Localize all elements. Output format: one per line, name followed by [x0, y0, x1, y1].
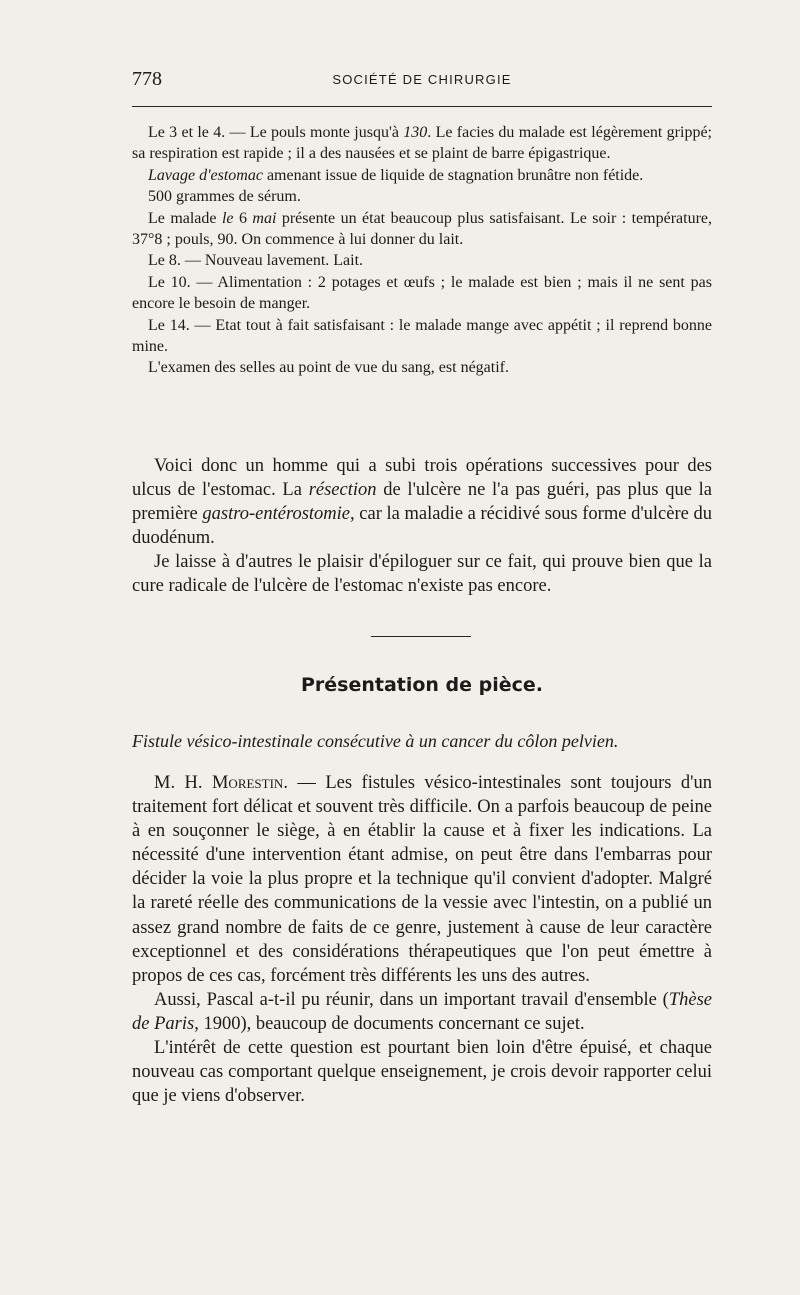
- author-prefix: M. H.: [154, 773, 212, 793]
- text-span-italic: Lavage d'estomac: [148, 166, 263, 184]
- text-span-italic: Thèse de Paris: [132, 989, 712, 1034]
- section-subtitle: Fistule vésico-intestinale consécutive à un cancer du côlon pelvien.: [132, 731, 619, 751]
- text-span: , 1900), beaucoup de documents concernant ce sujet.: [194, 1013, 585, 1034]
- running-title: SOCIÉTÉ DE CHIRURGIE: [332, 72, 512, 87]
- case-note-paragraph: 500 grammes de sérum.: [148, 188, 301, 206]
- case-note-paragraph: Le 14. — Etat tout à fait satisfaisant : le malade mange avec appétit ; il reprend bonne mine.: [132, 316, 712, 356]
- header-rule: [132, 106, 712, 107]
- text-span-italic: 130: [403, 124, 428, 141]
- text-span-italic: le: [221, 209, 234, 227]
- text-span-italic: gastro-entérostomie: [202, 504, 351, 525]
- presentation-text: [132, 771, 712, 1108]
- text-span: Voici donc un homme qui a subi trois opérations successives pour des ulcus de l'estomac. La: [132, 456, 712, 501]
- case-note-paragraph: Le 10. — Alimentation : 2 potages et œufs ; le malade est bien ; mais il ne sent pas encore le besoin de manger.: [132, 273, 712, 313]
- body-paragraph: [132, 988, 712, 1036]
- text-span: . Le facies du malade est légèrement grippé; sa respiration est rapide ; il a des nausées et se plaint de barre épigastrique.: [132, 124, 712, 163]
- text-span: de l'ulcère ne l'a pas guéri, pas plus que la première: [132, 480, 713, 525]
- text-span: Le 3 et le 4. — Le pouls monte jusqu'à: [148, 124, 404, 141]
- text-span: , car la maladie a récidivé sous forme d'ulcère du duodénum.: [132, 504, 712, 549]
- text-span: Le malade: [148, 209, 222, 227]
- case-notes: [132, 122, 712, 379]
- page-number: 778: [132, 68, 162, 90]
- text-span: 6: [233, 209, 253, 227]
- text-span-italic: mai: [252, 209, 277, 227]
- body-paragraph: L'intérêt de cette question est pourtant bien loin d'être épuisé, et chaque nouveau cas comportant quelque enseignement, je crois devoir rapporter celui que je viens d'observer.: [132, 1038, 712, 1107]
- case-note-paragraph: [132, 122, 712, 165]
- text-span: présente un état beaucoup plus satisfaisant. Le soir : température, 37°8 ; pouls, 90. On commence à lui donner du lait.: [132, 209, 713, 249]
- text-span-italic: résection: [308, 480, 377, 501]
- body-paragraph: [132, 771, 712, 988]
- body-paragraph: [132, 454, 712, 550]
- case-note-paragraph: L'examen des selles au point de vue du sang, est négatif.: [148, 359, 509, 377]
- section-divider: [371, 636, 471, 637]
- text-span: Aussi, Pascal a-t-il pu réunir, dans un important travail d'ensemble (: [154, 989, 669, 1010]
- case-note-paragraph: Le 8. — Nouveau lavement. Lait.: [148, 252, 364, 270]
- body-paragraph: Je laisse à d'autres le plaisir d'épiloguer sur ce fait, qui prouve bien que la cure radicale de l'ulcère de l'estomac n'existe pas encore.: [132, 552, 712, 597]
- case-note-paragraph: [132, 208, 712, 251]
- case-note-paragraph: [132, 165, 712, 186]
- text-span: amenant issue de liquide de stagnation brunâtre non fétide.: [262, 166, 644, 184]
- conclusion-text: [132, 454, 712, 599]
- page-header: [132, 68, 712, 92]
- author-name: Morestin: [211, 773, 284, 793]
- section-title: Présentation de pièce.: [300, 674, 544, 696]
- text-span: . — Les fistules vésico-intestinales sont toujours d'un traitement fort délicat et souvent très difficile. On a parfois beaucoup de peine à en souçonner le siège, à en établir la cause et à fixer les indications. La nécessité d'une intervention étant admise, on peut être dans l'embarras pour décider la voie la plus propre et la technique qu'il convient d'adopter. Malgré la rareté réelle des communications de la vessie avec l'intestin, on a publié un assez grand nombre de faits de ce genre, justement à cause de leur caractère exceptionnel et des considérations thérapeutiques que l'on peut émettre à propos de ces cas, forcément très différents les uns des autres.: [132, 773, 713, 986]
